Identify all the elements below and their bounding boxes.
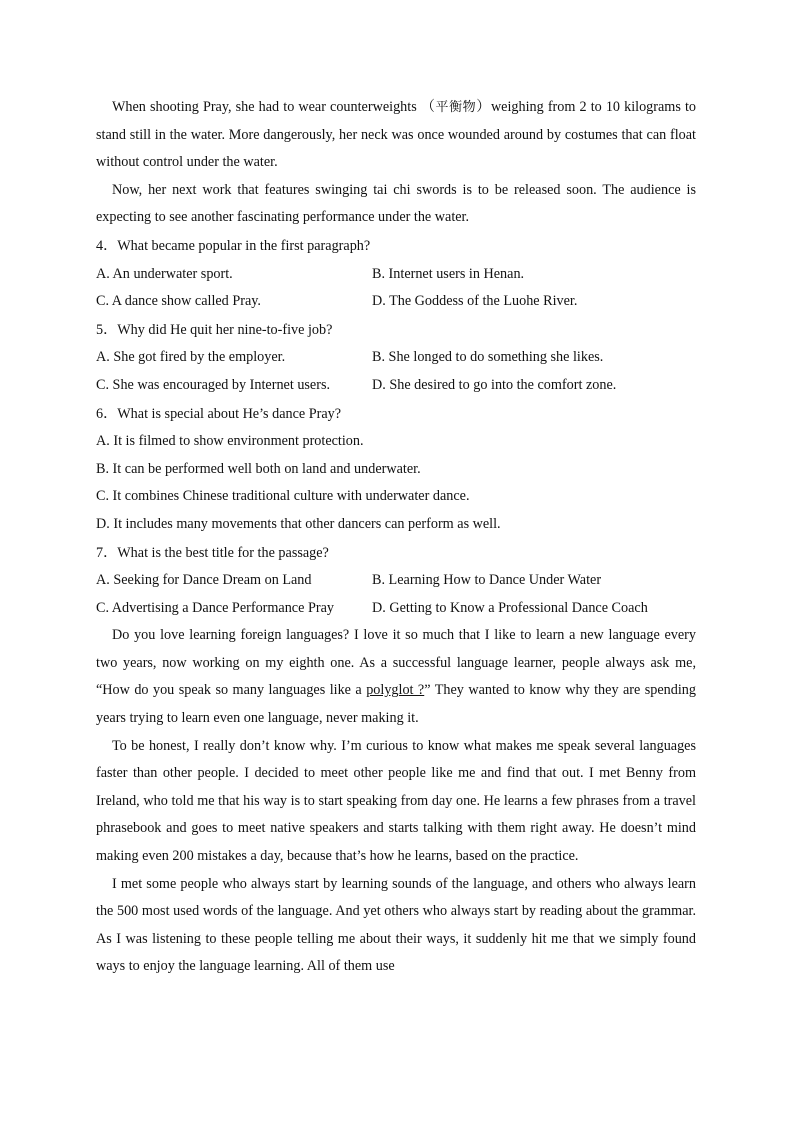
- option-4a: A. An underwater sport.: [96, 265, 233, 282]
- document-page: [96, 94, 696, 981]
- question-4-options-row-2: [96, 288, 696, 316]
- option-5c: C. She was encouraged by Internet users.: [96, 376, 331, 393]
- option-5b: B. She longed to do something she likes.: [372, 349, 604, 366]
- question-7-options-row-2: [96, 595, 696, 623]
- option-7c: C. Advertising a Dance Performance Pray: [96, 599, 334, 616]
- question-6-stem: 6．What is special about He’s dance Pray?: [96, 405, 342, 422]
- option-7b: B. Learning How to Dance Under Water: [372, 572, 602, 589]
- passage2-paragraph-3: I met some people who always start by learning sounds of the language, and others who always learn the 500 most used words of the language. And yet others who always start by reading about the grammar. As I was listening to these people telling me about their ways, it suddenly hit me that we simply found ways to enjoy the language learning. All of them use: [96, 875, 696, 975]
- option-4d: D. The Goddess of the Luohe River.: [372, 293, 578, 310]
- option-6b: B. It can be performed well both on land and underwater.: [96, 460, 421, 477]
- underlined-word-polyglot: polyglot ?: [366, 682, 425, 699]
- option-6d: D. It includes many movements that other dancers can perform as well.: [96, 515, 501, 532]
- question-7-stem: 7．What is the best title for the passage?: [96, 544, 329, 561]
- question-5-options-row-2: [96, 372, 696, 400]
- passage2-paragraph-2: To be honest, I really don’t know why. I’m curious to know what makes me speak several languages faster than other people. I decided to meet other people like me and find that out. I met Benny from Ireland, who told me that his way is to start speaking from day one. He learns a few phrases from a travel phrasebook and goes to meet native speakers and starts talking with them right away. He doesn’t mind making even 200 mistakes a day, because that’s how he learns, based on the practice.: [96, 737, 696, 865]
- option-5d: D. She desired to go into the comfort zone.: [372, 376, 617, 393]
- option-5a: A. She got fired by the employer.: [96, 349, 286, 366]
- option-6c: C. It combines Chinese traditional culture with underwater dance.: [96, 488, 470, 505]
- passage2-paragraph-1: Do you love learning foreign languages? I love it so much that I like to learn a new language every two years, now working on my eighth one. As a successful language learner, people always ask me, “How do you speak so many languages like a polyglot ?” They wanted to know why they are spending years trying to learn even one language, never making it.: [96, 627, 696, 727]
- question-5-options-row-1: [96, 344, 696, 372]
- question-4-options-row-1: [96, 261, 696, 289]
- option-7a: A. Seeking for Dance Dream on Land: [96, 572, 312, 589]
- chinese-gloss: 平衡物: [435, 100, 477, 115]
- passage1-paragraph-1: When shooting Pray, she had to wear counterweights （平衡物）weighing from 2 to 10 kilograms to stand still in the water. More dangerously, her neck was once wounded around by costumes that can float without control under the water.: [96, 99, 696, 171]
- option-6a: A. It is filmed to show environment protection.: [96, 433, 364, 450]
- question-7-options-row-1: [96, 567, 696, 595]
- question-5-stem: 5．Why did He quit her nine-to-five job?: [96, 321, 333, 338]
- option-4c: C. A dance show called Pray.: [96, 293, 261, 310]
- question-4-stem: 4．What became popular in the first paragraph?: [96, 237, 371, 254]
- passage1-paragraph-2: Now, her next work that features swinging tai chi swords is to be released soon. The audience is expecting to see another fascinating performance under the water.: [96, 181, 696, 226]
- option-4b: B. Internet users in Henan.: [372, 265, 525, 282]
- option-7d: D. Getting to Know a Professional Dance Coach: [372, 599, 648, 616]
